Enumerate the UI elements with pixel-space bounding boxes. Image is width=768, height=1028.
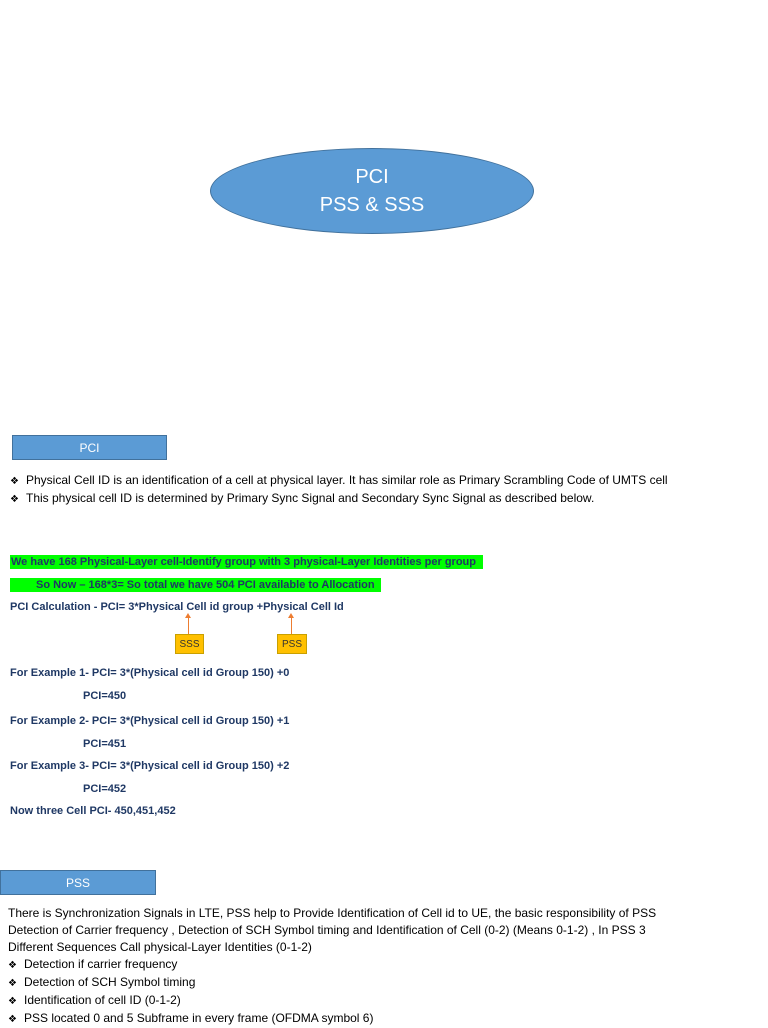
- pci-calculation-formula: PCI Calculation - PCI= 3*Physical Cell id group +Physical Cell Id: [10, 601, 344, 613]
- list-item: ❖ Physical Cell ID is an identification of a cell at physical layer. It has similar role as Primary Scrambling Code of UMTS cell: [10, 472, 668, 490]
- example-2-result: PCI=451: [83, 738, 127, 750]
- pci-bullet-list: [10, 472, 668, 508]
- pss-section-header-label: PSS: [65, 875, 90, 890]
- example-1: For Example 1- PCI= 3*(Physical cell id Group 150) +0: [10, 667, 290, 679]
- diamond-bullet-icon: ❖: [8, 978, 17, 989]
- example-2: For Example 2- PCI= 3*(Physical cell id Group 150) +1: [10, 715, 290, 727]
- list-item: ❖ Detection of SCH Symbol timing: [8, 974, 373, 992]
- highlight-group-count: We have 168 Physical-Layer cell-Identify group with 3 physical-Layer Identities per group: [10, 555, 483, 569]
- list-item: ❖ Identification of cell ID (0-1-2): [8, 992, 373, 1010]
- diamond-bullet-icon: ❖: [8, 996, 17, 1007]
- sss-tag: SSS: [175, 634, 204, 654]
- highlight-total-pci: So Now – 168*3= So total we have 504 PCI available to Allocation: [10, 578, 381, 592]
- pss-section-header: [0, 870, 156, 895]
- diamond-bullet-icon: ❖: [8, 1014, 17, 1025]
- title-line-2: PSS & SSS: [319, 194, 425, 216]
- diamond-bullet-icon: ❖: [10, 494, 19, 505]
- pss-description-line: Different Sequences Call physical-Layer Identities (0-1-2): [8, 940, 312, 954]
- title-ellipse: [210, 148, 534, 234]
- list-item: ❖ PSS located 0 and 5 Subframe in every frame (OFDMA symbol 6): [8, 1010, 373, 1028]
- pss-bullet-list: [8, 956, 373, 1028]
- example-3-result: PCI=452: [83, 783, 127, 795]
- example-1-result: PCI=450: [83, 690, 127, 702]
- diamond-bullet-icon: ❖: [10, 476, 19, 487]
- pci-section-header: [12, 435, 167, 460]
- pci-section-header-label: PCI: [79, 440, 100, 455]
- list-item: ❖ This physical cell ID is determined by Primary Sync Signal and Secondary Sync Signal as described below.: [10, 490, 668, 508]
- pci-summary: Now three Cell PCI- 450,451,452: [10, 805, 176, 817]
- pss-description: [8, 905, 656, 956]
- diamond-bullet-icon: ❖: [8, 960, 17, 971]
- arrow-line: [291, 617, 292, 634]
- pss-description-line: There is Synchronization Signals in LTE, PSS help to Provide Identification of Cell id to UE, the basic responsibility of PSS: [8, 906, 657, 920]
- example-3: For Example 3- PCI= 3*(Physical cell id Group 150) +2: [10, 760, 290, 772]
- title-line-1: PCI: [355, 166, 389, 188]
- arrow-line: [188, 617, 189, 634]
- pss-tag: PSS: [277, 634, 307, 654]
- pss-description-line: Detection of Carrier frequency , Detection of SCH Symbol timing and Identification of Cell (0-2) (Means 0-1-2) , In PSS 3: [8, 923, 646, 937]
- list-item: ❖ Detection if carrier frequency: [8, 956, 373, 974]
